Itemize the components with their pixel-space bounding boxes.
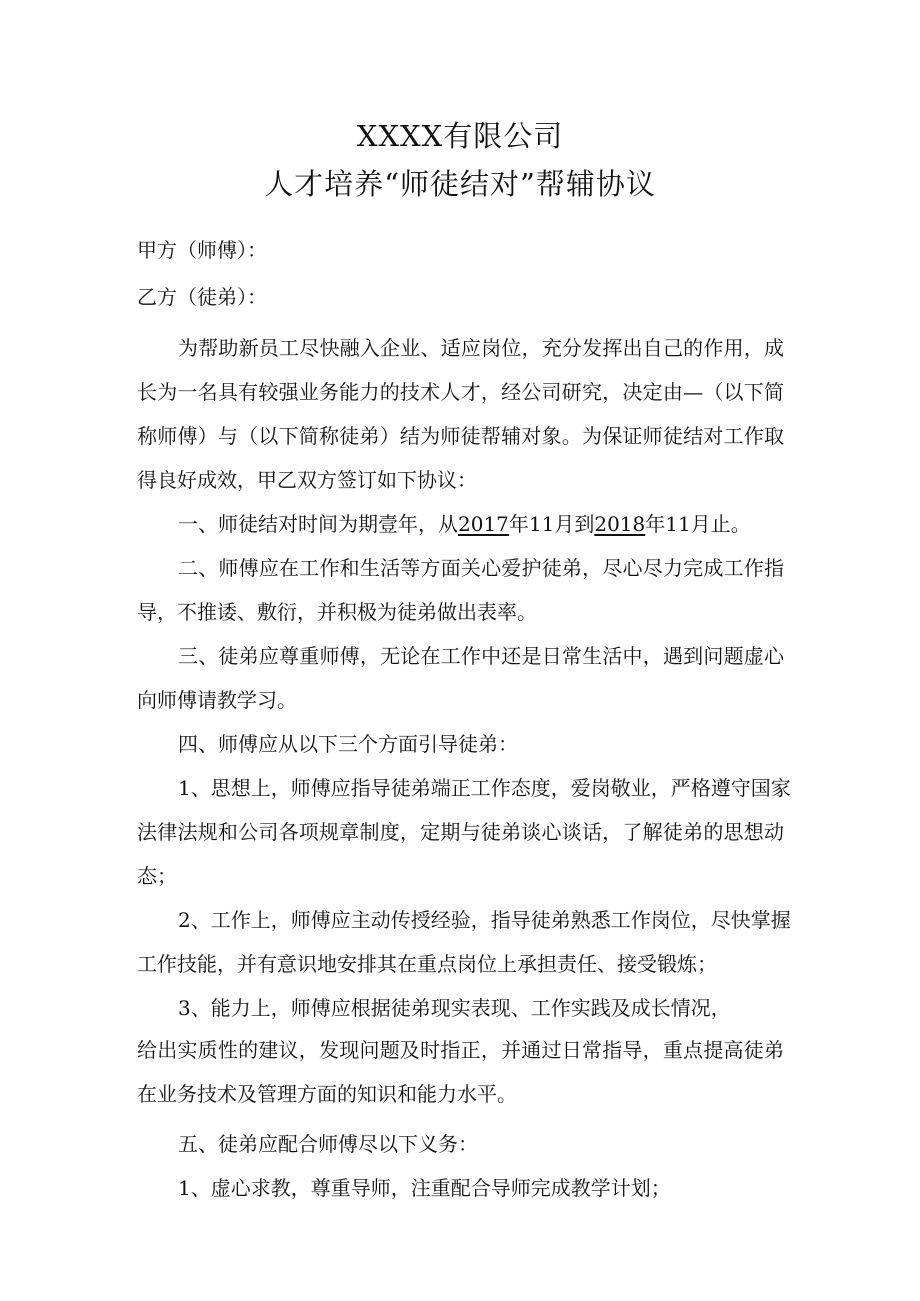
clause-4-item-2-line-2: 工作技能，并有意识地安排其在重点岗位上承担责任、接受锻炼； (137, 952, 717, 976)
intro-line-3: 称师傅）与（以下简称徒弟）结为师徒帮辅对象。为保证师徒结对工作取 (137, 424, 784, 448)
clause-4-item-1-line-2: 法律法规和公司各项规章制度，定期与徒弟谈心谈话，了解徒弟的思想动 (137, 820, 784, 844)
clause-4-item-3-line-3: 在业务技术及管理方面的知识和能力水平。 (137, 1082, 517, 1106)
document-title: 人才培养“师徒结对”帮辅协议 (264, 167, 656, 201)
clause-2-line-1: 二、师傅应在工作和生活等方面关心爱护徒弟，尽心尽力完成工作指 (178, 556, 784, 580)
clause-4-item-1-line-3: 态； (137, 864, 177, 888)
clause-2-line-2: 导，不推诿、敷衍，并积极为徒弟做出表率。 (137, 600, 537, 624)
start-year: 2017 (458, 512, 509, 536)
clause-4-item-1-line-1: 1、思想上，师傅应指导徒弟端正工作态度，爱岗敬业，严格遵守国家 (178, 776, 791, 800)
clause-4-item-3-line-1: 3、能力上，师傅应根据徒弟现实表现、工作实践及成长情况， (178, 996, 731, 1020)
clause-1-text: 一、师徒结对时间为期壹年，从 (178, 512, 458, 536)
party-a: 甲方（师傅）： (137, 238, 267, 262)
intro-line-1: 为帮助新员工尽快融入企业、适应岗位，充分发挥出自己的作用，成 (178, 336, 784, 360)
end-year: 2018 (594, 512, 646, 536)
company-title: XXXX有限公司 (356, 119, 564, 153)
clause-3-line-1: 三、徒弟应尊重师傅，无论在工作中还是日常生活中，遇到问题虚心 (178, 644, 784, 668)
clause-4-head: 四、师傅应从以下三个方面引导徒弟： (178, 732, 518, 756)
clause-1-text-3: 年11月止。 (645, 512, 751, 536)
intro-line-4: 得良好成效，甲乙双方签订如下协议： (137, 468, 477, 492)
clause-1-text-2: 年11月到 (508, 512, 595, 536)
clause-4-item-3-line-2: 给出实质性的建议，发现问题及时指正，并通过日常指导，重点提高徒弟 (137, 1038, 784, 1062)
clause-4-item-2-line-1: 2、工作上，师傅应主动传授经验，指导徒弟熟悉工作岗位，尽快掌握 (178, 908, 791, 932)
clause-5-head: 五、徒弟应配合师傅尽以下义务： (178, 1132, 478, 1156)
clause-5-item-1: 1、虚心求教，尊重导师，注重配合导师完成教学计划； (178, 1176, 671, 1200)
intro-line-2: 长为一名具有较强业务能力的技术人才，经公司研究，决定由—（以下简 (137, 380, 784, 404)
clause-1 (178, 508, 751, 537)
party-b: 乙方（徒弟）： (137, 285, 267, 309)
clause-3-line-2: 向师傅请教学习。 (137, 688, 297, 712)
